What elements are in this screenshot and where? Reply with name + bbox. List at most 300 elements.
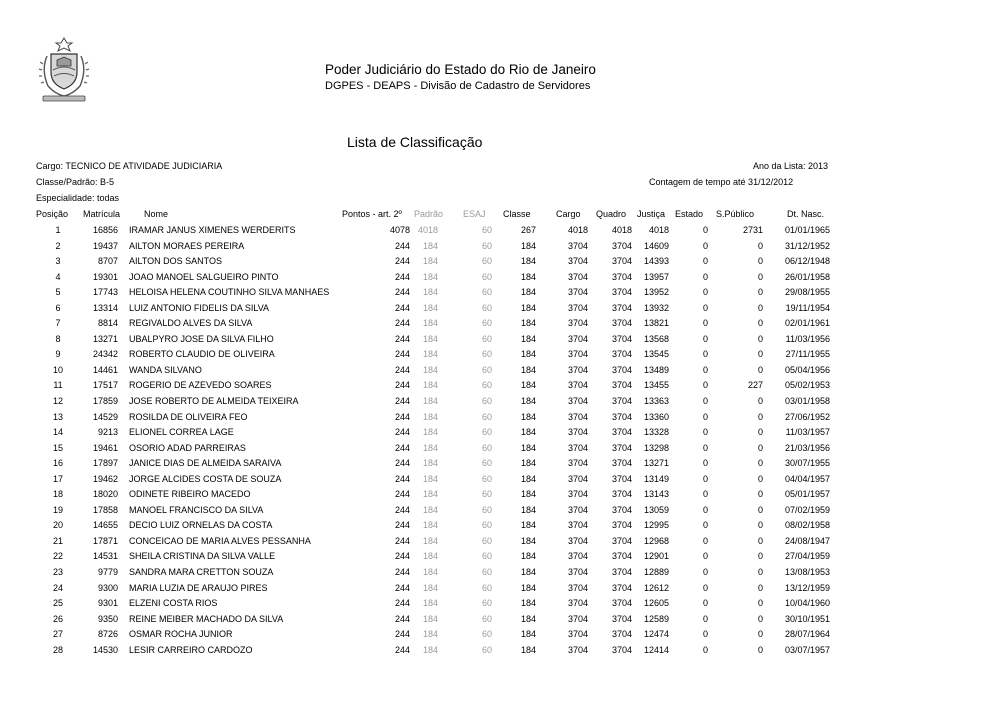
cell-posicao: 28 xyxy=(52,644,63,655)
cell-quadro: 3704 xyxy=(611,256,632,267)
cell-padrao: 184 xyxy=(422,489,438,500)
cell-matricula: 17743 xyxy=(92,287,118,298)
cell-nome: REINE MEIBER MACHADO DA SILVA xyxy=(129,613,284,624)
cell-posicao: 19 xyxy=(52,504,63,515)
cell-padrao: 184 xyxy=(422,333,438,344)
cell-justica: 13363 xyxy=(643,396,669,407)
cell-nome: CONCEICAO DE MARIA ALVES PESSANHA xyxy=(129,535,311,546)
cell-pontos: 244 xyxy=(394,598,410,609)
cell-esaj: 60 xyxy=(481,567,492,578)
cell-dtnasc: 13/12/1959 xyxy=(784,582,830,593)
cell-justica: 13271 xyxy=(643,458,669,469)
cell-matricula: 9213 xyxy=(97,427,118,438)
cell-nome: DECIO LUIZ ORNELAS DA COSTA xyxy=(129,520,273,531)
cell-pontos: 244 xyxy=(394,396,410,407)
ano-lista-label: Ano da Lista: 2013 xyxy=(753,161,829,171)
cell-pontos: 244 xyxy=(394,582,410,593)
cell-spublico: 0 xyxy=(757,411,763,422)
cell-pontos: 244 xyxy=(394,535,410,546)
cell-dtnasc: 07/02/1959 xyxy=(784,504,830,515)
cell-padrao: 184 xyxy=(422,644,438,655)
cell-pontos: 244 xyxy=(394,271,410,282)
cell-spublico: 0 xyxy=(757,349,763,360)
cell-spublico: 0 xyxy=(757,520,763,531)
table-row xyxy=(0,316,1000,332)
cell-posicao: 25 xyxy=(52,598,63,609)
organization-name: Poder Judiciário do Estado do Rio de Janeiro xyxy=(325,62,596,77)
cell-spublico: 0 xyxy=(757,535,763,546)
cell-estado: 0 xyxy=(702,302,708,313)
cell-classe: 184 xyxy=(520,396,536,407)
classe-label: Classe/Padrão: B-5 xyxy=(36,177,115,187)
cell-posicao: 9 xyxy=(55,349,61,360)
cell-pontos: 244 xyxy=(394,256,410,267)
cell-cargo: 3704 xyxy=(567,551,588,562)
cell-esaj: 60 xyxy=(481,271,492,282)
table-row xyxy=(0,596,1000,612)
cell-padrao: 184 xyxy=(422,520,438,531)
column-header-quadro: Quadro xyxy=(596,209,627,219)
cell-esaj: 60 xyxy=(481,458,492,469)
table-row xyxy=(0,239,1000,255)
cell-matricula: 17871 xyxy=(92,535,118,546)
especialidade-label: Especialidade: todas xyxy=(36,193,120,203)
cell-spublico: 0 xyxy=(757,302,763,313)
cell-pontos: 244 xyxy=(394,318,410,329)
cell-pontos: 244 xyxy=(394,302,410,313)
table-row xyxy=(0,487,1000,503)
cell-justica: 13360 xyxy=(643,411,669,422)
table-row xyxy=(0,534,1000,550)
table-body xyxy=(0,223,1000,658)
cell-posicao: 5 xyxy=(55,287,61,298)
cargo-label: Cargo: TECNICO DE ATIVIDADE JUDICIARIA xyxy=(36,161,223,171)
cell-spublico: 0 xyxy=(757,644,763,655)
table-row xyxy=(0,223,1000,239)
cell-dtnasc: 31/12/1952 xyxy=(784,240,830,251)
cell-estado: 0 xyxy=(702,504,708,515)
cell-posicao: 12 xyxy=(52,396,63,407)
table-row xyxy=(0,643,1000,659)
cell-justica: 13957 xyxy=(643,271,669,282)
cell-posicao: 1 xyxy=(55,225,61,235)
cell-posicao: 24 xyxy=(52,582,63,593)
table-row xyxy=(0,378,1000,394)
cell-cargo: 3704 xyxy=(567,287,588,298)
cell-cargo: 3704 xyxy=(567,333,588,344)
cell-justica: 13149 xyxy=(643,473,669,484)
table-row xyxy=(0,332,1000,348)
table-row xyxy=(0,612,1000,628)
cell-dtnasc: 27/11/1955 xyxy=(785,349,830,360)
cell-estado: 0 xyxy=(702,271,708,282)
column-header-pontos: Pontos - art. 2º xyxy=(342,209,402,219)
table-row xyxy=(0,581,1000,597)
cell-dtnasc: 06/12/1948 xyxy=(784,256,830,267)
cell-estado: 0 xyxy=(702,551,708,562)
cell-padrao: 184 xyxy=(422,458,438,469)
cell-cargo: 3704 xyxy=(567,380,588,391)
column-header-justica: Justiça xyxy=(637,209,666,219)
cell-dtnasc: 05/02/1953 xyxy=(784,380,830,391)
cell-classe: 184 xyxy=(520,613,536,624)
cell-matricula: 9301 xyxy=(97,598,118,609)
cell-quadro: 3704 xyxy=(611,520,632,531)
cell-matricula: 13314 xyxy=(92,302,118,313)
cell-padrao: 184 xyxy=(422,287,438,298)
cell-padrao: 184 xyxy=(422,613,438,624)
cell-padrao: 184 xyxy=(422,318,438,329)
cell-classe: 184 xyxy=(520,302,536,313)
cell-matricula: 14655 xyxy=(92,520,118,531)
table-row xyxy=(0,394,1000,410)
cell-quadro: 3704 xyxy=(611,644,632,655)
cell-justica: 13489 xyxy=(643,364,669,375)
cell-cargo: 3704 xyxy=(567,318,588,329)
cell-pontos: 244 xyxy=(394,427,410,438)
cell-padrao: 184 xyxy=(422,396,438,407)
table-row xyxy=(0,301,1000,317)
cell-quadro: 3704 xyxy=(611,535,632,546)
cell-pontos: 244 xyxy=(394,520,410,531)
cell-classe: 184 xyxy=(520,427,536,438)
cell-matricula: 9350 xyxy=(97,613,118,624)
cell-pontos: 4078 xyxy=(389,225,410,235)
cell-dtnasc: 27/04/1959 xyxy=(784,551,830,562)
cell-posicao: 15 xyxy=(52,442,63,453)
cell-classe: 184 xyxy=(520,411,536,422)
table-row xyxy=(0,363,1000,379)
cell-quadro: 3704 xyxy=(611,271,632,282)
cell-cargo: 3704 xyxy=(567,364,588,375)
cell-spublico: 227 xyxy=(747,380,763,391)
cell-spublico: 0 xyxy=(757,442,763,453)
cell-posicao: 7 xyxy=(55,318,61,329)
cell-padrao: 184 xyxy=(422,504,438,515)
cell-quadro: 3704 xyxy=(611,442,632,453)
cell-matricula: 8726 xyxy=(97,629,118,640)
cell-matricula: 18020 xyxy=(92,489,118,500)
column-header-matricula: Matrícula xyxy=(83,209,121,219)
cell-padrao: 184 xyxy=(422,598,438,609)
cell-spublico: 0 xyxy=(757,364,763,375)
cell-matricula: 14530 xyxy=(92,644,118,655)
cell-justica: 12605 xyxy=(643,598,669,609)
cell-justica: 13298 xyxy=(643,442,669,453)
cell-classe: 184 xyxy=(520,349,536,360)
cell-posicao: 21 xyxy=(52,535,63,546)
cell-dtnasc: 11/03/1956 xyxy=(785,333,830,344)
cell-estado: 0 xyxy=(702,318,708,329)
cell-cargo: 3704 xyxy=(567,504,588,515)
cell-justica: 13059 xyxy=(643,504,669,515)
cell-quadro: 3704 xyxy=(611,318,632,329)
cell-spublico: 0 xyxy=(757,427,763,438)
cell-matricula: 16856 xyxy=(92,225,118,235)
cell-esaj: 60 xyxy=(481,520,492,531)
cell-esaj: 60 xyxy=(481,411,492,422)
cell-cargo: 3704 xyxy=(567,442,588,453)
column-header-posicao: Posição xyxy=(36,209,69,219)
cell-dtnasc: 19/11/1954 xyxy=(785,302,830,313)
cell-padrao: 184 xyxy=(422,256,438,267)
cell-justica: 13143 xyxy=(643,489,669,500)
cell-estado: 0 xyxy=(702,396,708,407)
cell-esaj: 60 xyxy=(481,302,492,313)
cell-posicao: 10 xyxy=(52,364,63,375)
cell-classe: 184 xyxy=(520,473,536,484)
cell-spublico: 0 xyxy=(757,287,763,298)
cell-classe: 184 xyxy=(520,318,536,329)
cell-classe: 184 xyxy=(520,504,536,515)
cell-padrao: 184 xyxy=(422,427,438,438)
cell-quadro: 3704 xyxy=(611,427,632,438)
cell-nome: JORGE ALCIDES COSTA DE SOUZA xyxy=(129,473,282,484)
cell-cargo: 3704 xyxy=(567,411,588,422)
table-header xyxy=(0,207,1000,221)
cell-spublico: 0 xyxy=(757,567,763,578)
column-header-nome: Nome xyxy=(144,209,169,219)
cell-quadro: 3704 xyxy=(611,380,632,391)
cell-dtnasc: 26/01/1958 xyxy=(784,271,830,282)
cell-quadro: 3704 xyxy=(611,582,632,593)
cell-estado: 0 xyxy=(702,287,708,298)
cell-nome: ROGERIO DE AZEVEDO SOARES xyxy=(129,380,272,391)
cell-dtnasc: 30/07/1955 xyxy=(784,458,830,469)
cell-classe: 184 xyxy=(520,364,536,375)
cell-justica: 12414 xyxy=(643,644,669,655)
table-row xyxy=(0,565,1000,581)
cell-classe: 184 xyxy=(520,489,536,500)
cell-justica: 13568 xyxy=(643,333,669,344)
cell-dtnasc: 11/03/1957 xyxy=(785,427,830,438)
cell-esaj: 60 xyxy=(481,629,492,640)
cell-classe: 267 xyxy=(520,225,536,235)
cell-padrao: 184 xyxy=(422,349,438,360)
table-row xyxy=(0,254,1000,270)
cell-pontos: 244 xyxy=(394,458,410,469)
cell-estado: 0 xyxy=(702,489,708,500)
cell-cargo: 3704 xyxy=(567,489,588,500)
cell-classe: 184 xyxy=(520,629,536,640)
cell-cargo: 3704 xyxy=(567,240,588,251)
cell-padrao: 4018 xyxy=(417,225,438,235)
cell-estado: 0 xyxy=(702,644,708,655)
cell-dtnasc: 03/01/1958 xyxy=(784,396,830,407)
cell-spublico: 0 xyxy=(757,489,763,500)
cell-quadro: 3704 xyxy=(611,629,632,640)
cell-estado: 0 xyxy=(702,567,708,578)
cell-spublico: 0 xyxy=(757,613,763,624)
cell-pontos: 244 xyxy=(394,473,410,484)
cell-posicao: 27 xyxy=(52,629,63,640)
cell-estado: 0 xyxy=(702,520,708,531)
cell-justica: 13821 xyxy=(643,318,669,329)
cell-esaj: 60 xyxy=(481,256,492,267)
cell-esaj: 60 xyxy=(481,613,492,624)
cell-pontos: 244 xyxy=(394,567,410,578)
cell-nome: SANDRA MARA CRETTON SOUZA xyxy=(129,567,274,578)
cell-dtnasc: 24/08/1947 xyxy=(784,535,830,546)
cell-dtnasc: 30/10/1951 xyxy=(784,613,830,624)
cell-posicao: 20 xyxy=(52,520,63,531)
cell-nome: MANOEL FRANCISCO DA SILVA xyxy=(129,504,264,515)
cell-nome: ELIONEL CORREA LAGE xyxy=(129,427,234,438)
cell-classe: 184 xyxy=(520,256,536,267)
cell-posicao: 4 xyxy=(55,271,61,282)
cell-classe: 184 xyxy=(520,333,536,344)
cell-quadro: 3704 xyxy=(611,396,632,407)
cell-spublico: 0 xyxy=(757,318,763,329)
cell-quadro: 3704 xyxy=(611,504,632,515)
cell-cargo: 3704 xyxy=(567,473,588,484)
cell-posicao: 6 xyxy=(55,302,61,313)
cell-matricula: 9300 xyxy=(97,582,118,593)
cell-estado: 0 xyxy=(702,473,708,484)
cell-pontos: 244 xyxy=(394,442,410,453)
cell-quadro: 3704 xyxy=(611,489,632,500)
cell-esaj: 60 xyxy=(481,473,492,484)
cell-estado: 0 xyxy=(702,349,708,360)
cell-dtnasc: 05/04/1956 xyxy=(784,364,830,375)
cell-esaj: 60 xyxy=(481,582,492,593)
cell-spublico: 0 xyxy=(757,473,763,484)
cell-esaj: 60 xyxy=(481,535,492,546)
cell-cargo: 3704 xyxy=(567,582,588,593)
cell-nome: MARIA LUZIA DE ARAUJO PIRES xyxy=(129,582,268,593)
cell-pontos: 244 xyxy=(394,364,410,375)
cell-quadro: 3704 xyxy=(611,364,632,375)
cell-esaj: 60 xyxy=(481,318,492,329)
cell-dtnasc: 28/07/1964 xyxy=(784,629,830,640)
cell-spublico: 0 xyxy=(757,598,763,609)
cell-cargo: 3704 xyxy=(567,271,588,282)
cell-estado: 0 xyxy=(702,411,708,422)
cell-nome: LESIR CARREIRO CARDOZO xyxy=(129,644,253,655)
cell-justica: 12995 xyxy=(643,520,669,531)
cell-nome: ELZENI COSTA RIOS xyxy=(129,598,218,609)
cell-spublico: 0 xyxy=(757,240,763,251)
cell-spublico: 0 xyxy=(757,551,763,562)
cell-estado: 0 xyxy=(702,582,708,593)
cell-justica: 12474 xyxy=(643,629,669,640)
table-row xyxy=(0,456,1000,472)
cell-cargo: 3704 xyxy=(567,644,588,655)
cell-dtnasc: 03/07/1957 xyxy=(784,644,830,655)
cell-justica: 13545 xyxy=(643,349,669,360)
cell-padrao: 184 xyxy=(422,582,438,593)
cell-padrao: 184 xyxy=(422,411,438,422)
cell-dtnasc: 27/06/1952 xyxy=(784,411,830,422)
cell-matricula: 14531 xyxy=(92,551,118,562)
cell-matricula: 17859 xyxy=(92,396,118,407)
cell-nome: JOSE ROBERTO DE ALMEIDA TEIXEIRA xyxy=(129,396,299,407)
cell-esaj: 60 xyxy=(481,240,492,251)
cell-padrao: 184 xyxy=(422,271,438,282)
cell-dtnasc: 04/04/1957 xyxy=(784,473,830,484)
column-header-esaj: ESAJ xyxy=(463,209,486,219)
cell-posicao: 13 xyxy=(52,411,63,422)
cell-matricula: 17517 xyxy=(92,380,118,391)
table-row xyxy=(0,425,1000,441)
table-row xyxy=(0,270,1000,286)
cell-quadro: 3704 xyxy=(611,613,632,624)
cell-cargo: 4018 xyxy=(567,225,588,235)
cell-pontos: 244 xyxy=(394,551,410,562)
cell-posicao: 8 xyxy=(55,333,61,344)
cell-matricula: 13271 xyxy=(92,333,118,344)
table-row xyxy=(0,549,1000,565)
cell-spublico: 0 xyxy=(757,256,763,267)
cell-posicao: 17 xyxy=(52,473,63,484)
cell-justica: 13952 xyxy=(643,287,669,298)
cell-quadro: 3704 xyxy=(611,411,632,422)
cell-matricula: 17858 xyxy=(92,504,118,515)
cell-justica: 12612 xyxy=(643,582,669,593)
cell-estado: 0 xyxy=(702,458,708,469)
cell-matricula: 14529 xyxy=(92,411,118,422)
cell-nome: WANDA SILVANO xyxy=(129,364,202,375)
cell-classe: 184 xyxy=(520,442,536,453)
cell-estado: 0 xyxy=(702,442,708,453)
cell-matricula: 9779 xyxy=(97,567,118,578)
cell-nome: IRAMAR JANUS XIMENES WERDERITS xyxy=(129,225,296,235)
table-row xyxy=(0,441,1000,457)
cell-quadro: 3704 xyxy=(611,458,632,469)
cell-justica: 12968 xyxy=(643,535,669,546)
cell-esaj: 60 xyxy=(481,489,492,500)
table-row xyxy=(0,285,1000,301)
cell-pontos: 244 xyxy=(394,287,410,298)
cell-esaj: 60 xyxy=(481,333,492,344)
cell-estado: 0 xyxy=(702,333,708,344)
cell-matricula: 8707 xyxy=(97,256,118,267)
cell-esaj: 60 xyxy=(481,442,492,453)
cell-posicao: 14 xyxy=(52,427,63,438)
cell-classe: 184 xyxy=(520,520,536,531)
cell-justica: 14609 xyxy=(643,240,669,251)
cell-nome: OSMAR ROCHA JUNIOR xyxy=(129,629,233,640)
cell-dtnasc: 29/08/1955 xyxy=(784,287,830,298)
cell-padrao: 184 xyxy=(422,442,438,453)
table-row xyxy=(0,627,1000,643)
cell-nome: LUIZ ANTONIO FIDELIS DA SILVA xyxy=(129,302,270,313)
table-row xyxy=(0,347,1000,363)
cell-posicao: 11 xyxy=(53,380,63,391)
cell-matricula: 8814 xyxy=(97,318,118,329)
cell-esaj: 60 xyxy=(481,364,492,375)
cell-classe: 184 xyxy=(520,644,536,655)
cell-spublico: 0 xyxy=(757,333,763,344)
cell-esaj: 60 xyxy=(481,396,492,407)
cell-pontos: 244 xyxy=(394,644,410,655)
cell-cargo: 3704 xyxy=(567,396,588,407)
cell-dtnasc: 10/04/1960 xyxy=(784,598,830,609)
table-row xyxy=(0,410,1000,426)
classification-table xyxy=(0,207,1000,658)
cell-quadro: 3704 xyxy=(611,333,632,344)
cell-estado: 0 xyxy=(702,629,708,640)
cell-pontos: 244 xyxy=(394,613,410,624)
cell-matricula: 19301 xyxy=(92,271,118,282)
column-header-padrao: Padrão xyxy=(414,209,444,219)
cell-pontos: 244 xyxy=(394,333,410,344)
cell-esaj: 60 xyxy=(481,551,492,562)
cell-esaj: 60 xyxy=(481,287,492,298)
cell-quadro: 4018 xyxy=(611,225,632,235)
cell-estado: 0 xyxy=(702,380,708,391)
cell-estado: 0 xyxy=(702,613,708,624)
